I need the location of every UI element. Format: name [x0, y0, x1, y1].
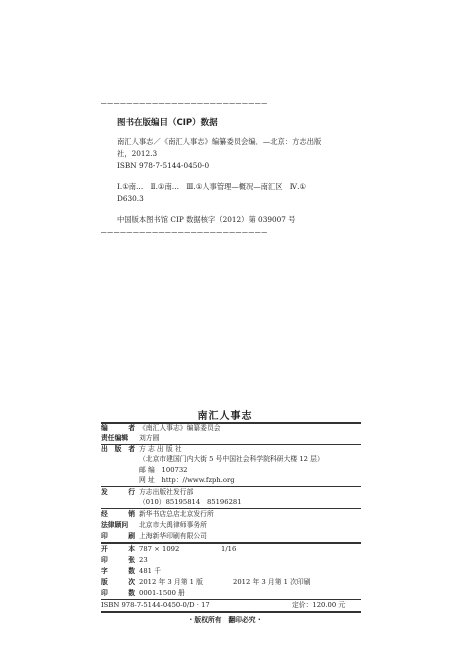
responsible-editor-label: 责任编辑 [101, 434, 129, 442]
price-value: 定价：120.00 元 [292, 601, 346, 609]
editor-label: 编 者 [101, 424, 135, 432]
sheets-label: 印 张 [101, 556, 135, 564]
cip-top-dashes: —————————————————————————— [101, 99, 268, 109]
book-title: 南汇人事志 [197, 411, 253, 422]
colophon-divider-2 [101, 486, 361, 487]
distributor-value: 新华书店总店北京发行所 [139, 510, 214, 518]
editor-value: 《南汇人事志》编纂委员会 [139, 424, 221, 432]
cip-bottom-dashes: —————————————————————————— [101, 228, 268, 238]
isbn-value: ISBN 978-7-5144-0450-0/D · 17 [101, 601, 210, 609]
cip-line-1: 南汇人事志／《南汇人事志》编纂委员会编．—北京：方志出版 [117, 137, 322, 146]
edition-value: 2012 年 3 月第 1 版 [139, 578, 203, 586]
responsible-editor-value: 刘方圆 [139, 434, 160, 442]
colophon-divider-5 [101, 599, 361, 600]
issuer-label: 发 行 [101, 488, 135, 496]
copyright-notice: · 版权所有 翻印必究 · [189, 616, 261, 624]
printing-value: 2012 年 3 月第 1 次印刷 [233, 578, 311, 586]
printer-label: 印 刷 [101, 532, 135, 540]
issuer-phone: （010）85195814 85196281 [139, 498, 242, 506]
issuer-name: 方志出版社发行部 [139, 488, 194, 496]
publisher-address: （北京市建国门内大街 5 号中国社会科学院科研大楼 12 层） [139, 455, 324, 463]
cip-line-2: 社，2012.3 [117, 149, 158, 158]
print-run-label: 印 数 [101, 589, 135, 597]
colophon-divider-4 [101, 542, 361, 544]
sheets-value: 23 [139, 556, 148, 564]
publisher-name: 方 志 出 版 社 [139, 445, 182, 453]
cip-title: 图书在版编目（CIP）数据 [117, 118, 218, 128]
cip-isbn-line: ISBN 978-7-5144-0450-0 [117, 161, 210, 170]
publisher-label: 出 版 者 [101, 445, 135, 453]
cip-classification-line: Ⅰ.①南… Ⅱ.①南… Ⅲ.①人事管理—概况—南汇区 Ⅳ.① [117, 182, 306, 191]
legal-adviser-label: 法律顾问 [101, 521, 129, 529]
cip-data-number: 中国版本图书馆 CIP 数据核字（2012）第 039007 号 [117, 215, 296, 224]
format-extra: 1/16 [221, 545, 237, 553]
colophon-bottom-rule [101, 611, 361, 613]
words-value: 481 千 [139, 567, 161, 575]
legal-adviser-value: 北京市大禹律师事务所 [139, 521, 207, 529]
publisher-postcode: 邮 编 100732 [139, 466, 188, 474]
cip-classification-code: D630.3 [117, 194, 144, 203]
format-label: 开 本 [101, 545, 135, 553]
colophon-divider-3 [101, 508, 361, 509]
print-run-value: 0001-1500 册 [139, 589, 185, 597]
printer-value: 上海新华印刷有限公司 [139, 532, 207, 540]
words-label: 字 数 [101, 567, 135, 575]
edition-label: 版 次 [101, 578, 135, 586]
distributor-label: 经 销 [101, 510, 135, 518]
publisher-website: 网 址 http：//www.fzph.org [139, 476, 235, 484]
format-value: 787 × 1092 [139, 545, 180, 553]
